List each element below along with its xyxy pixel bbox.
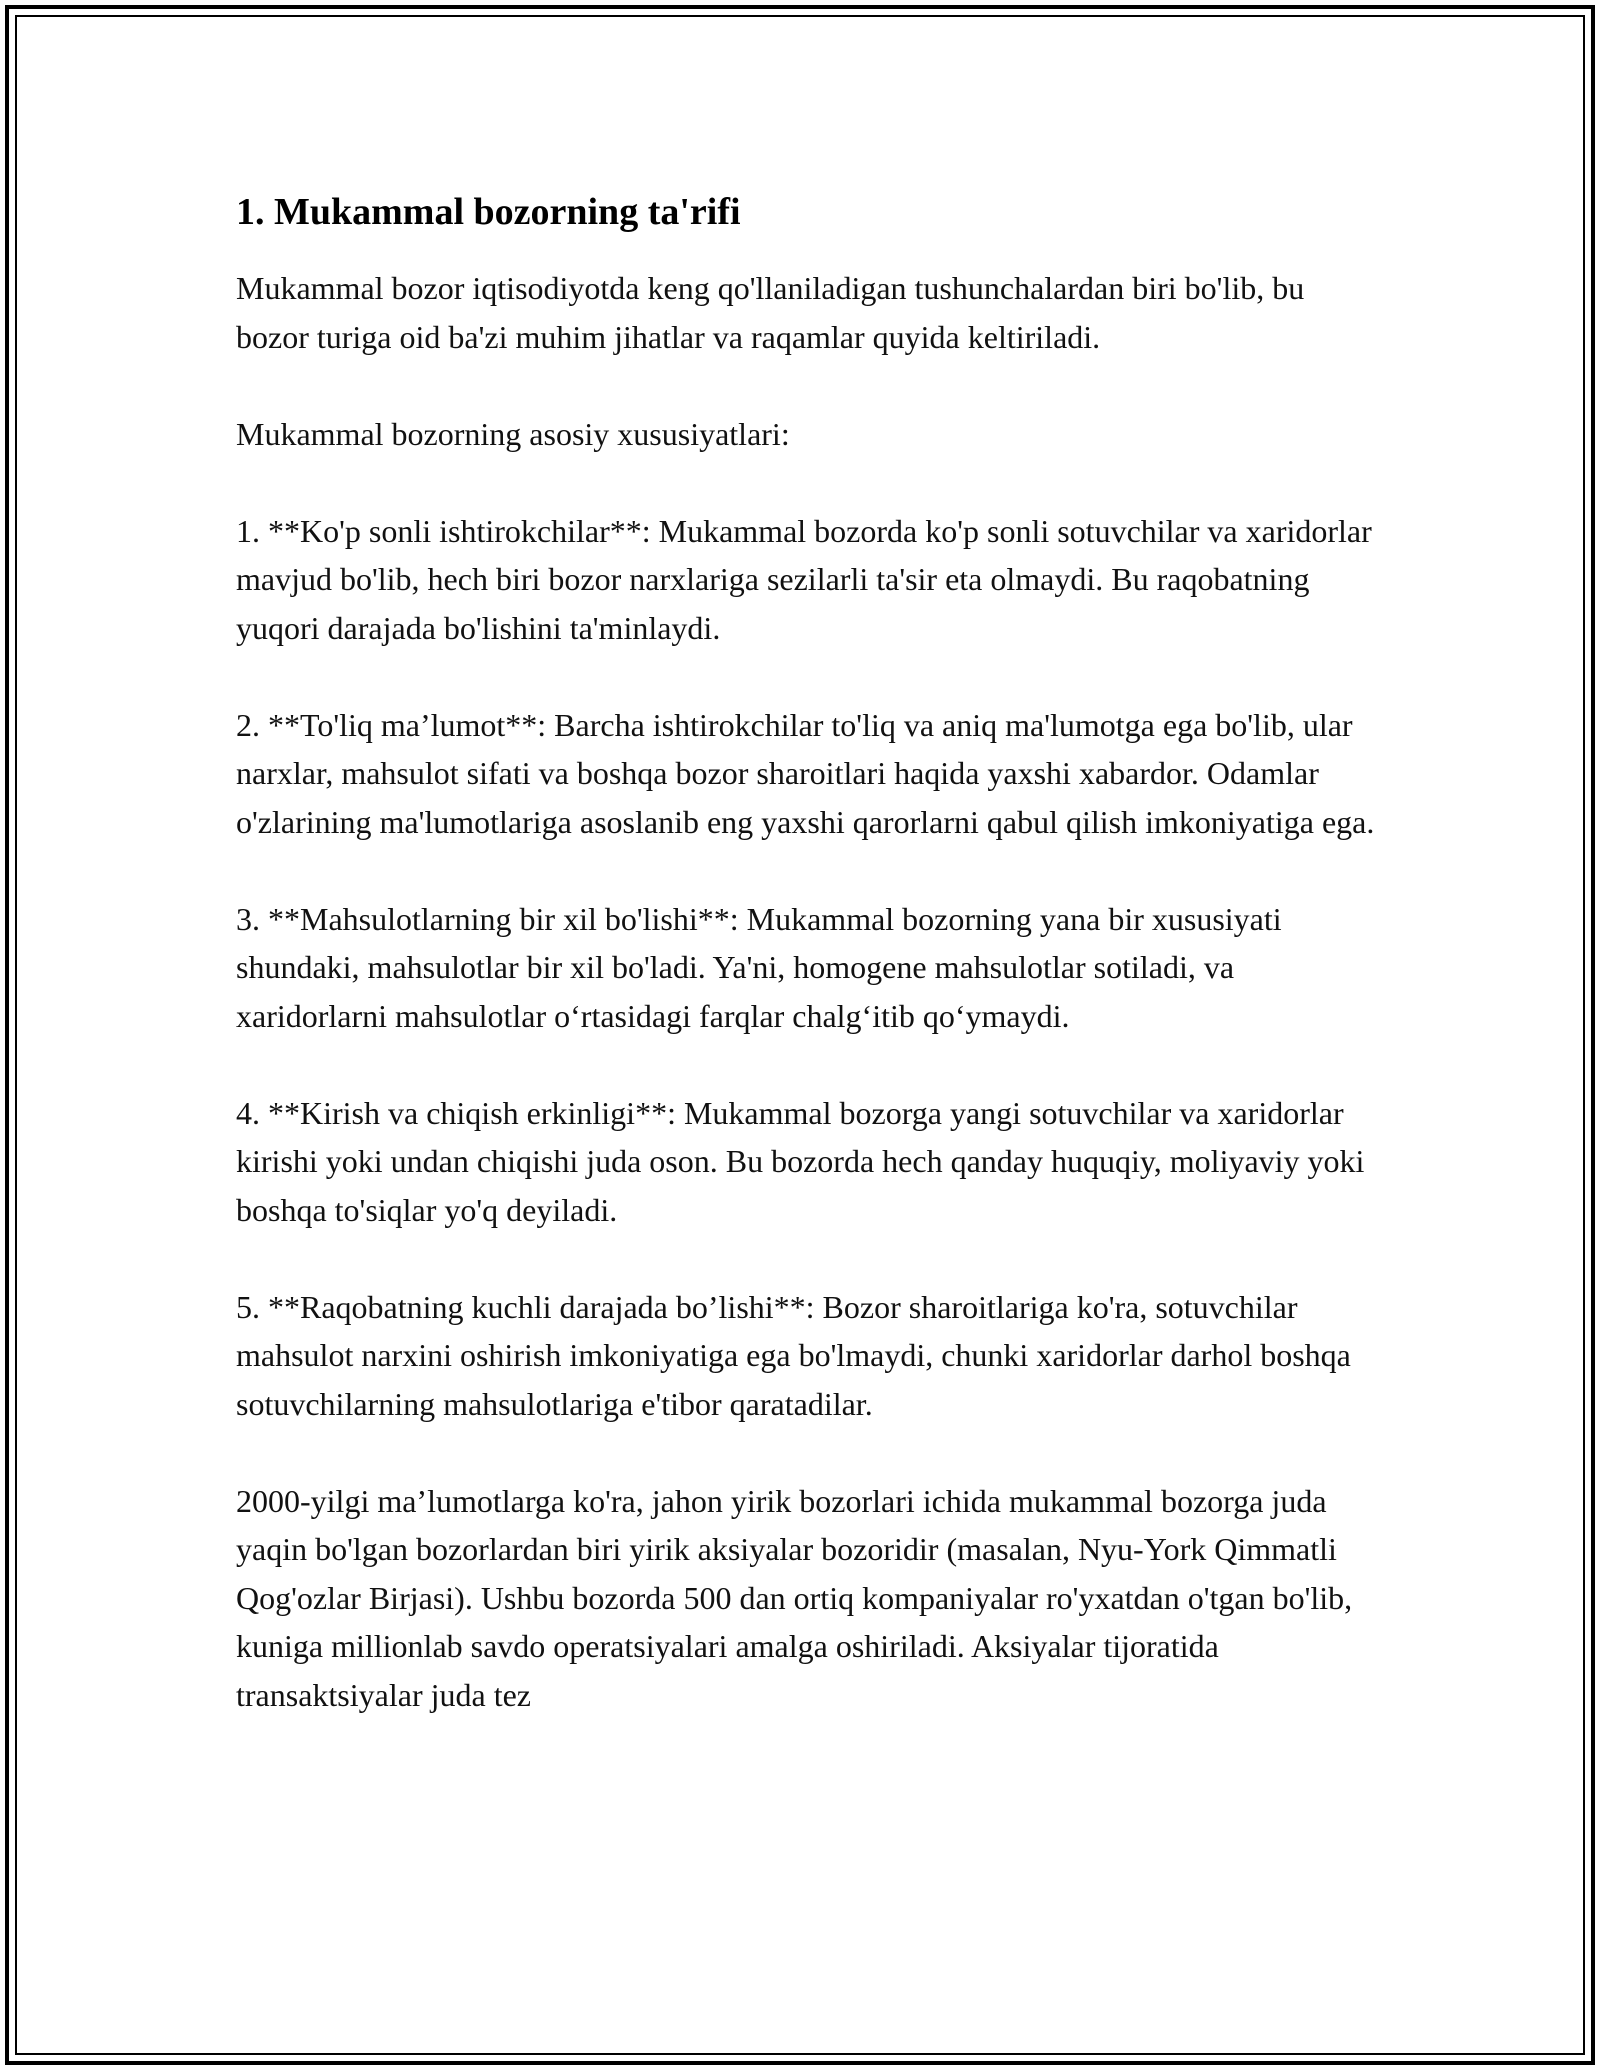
document-body xyxy=(236,186,1384,1719)
feature-item-5: 5. **Raqobatning kuchli darajada bo’lishi**: Bozor sharoitlariga ko'ra, sotuvchilar mahsulot narxini oshirish imkoniyatiga ega bo'lmaydi, chunki xaridorlar darhol boshqa sotuvchilarning mahsulotlariga e'tibor qaratadilar. xyxy=(236,1288,1351,1422)
feature-item-4: 4. **Kirish va chiqish erkinligi**: Mukammal bozorga yangi sotuvchilar va xaridorlar kirishi yoki undan chiqishi juda oson. Bu bozorda hech qanday huquqiy, moliyaviy yoki boshqa to'siqlar yo'q deyiladi. xyxy=(236,1094,1365,1228)
feature-item-2: 2. **To'liq ma’lumot**: Barcha ishtirokchilar to'liq va aniq ma'lumotga ega bo'lib, ular narxlar, mahsulot sifati va boshqa bozor sharoitlari haqida yaxshi xabardor. Odamlar o'zlarining ma'lumotlariga asoslanib eng yaxshi qarorlarni qabul qilish imkoniyatiga ega. xyxy=(236,706,1375,840)
feature-item-1: 1. **Ko'p sonli ishtirokchilar**: Mukammal bozorda ko'p sonli sotuvchilar va xaridorlar mavjud bo'lib, hech biri bozor narxlariga sezilarli ta'sir eta olmaydi. Bu raqobatning yuqori darajada bo'lishini ta'minlaydi. xyxy=(236,512,1372,646)
section-heading: 1. Mukammal bozorning ta'rifi xyxy=(236,191,741,233)
feature-item-3: 3. **Mahsulotlarning bir xil bo'lishi**: Mukammal bozorning yana bir xususiyati shundaki, mahsulotlar bir xil bo'ladi. Ya'ni, homogene mahsulotlar sotiladi, va xaridorlarni mahsulotlar o‘rtasidagi farqlar chalg‘itib qo‘ymaydi. xyxy=(236,900,1282,1034)
features-intro-paragraph: Mukammal bozorning asosiy xususiyatlari: xyxy=(236,415,790,452)
closing-paragraph: 2000-yilgi ma’lumotlarga ko'ra, jahon yirik bozorlari ichida mukammal bozorga juda yaqin bo'lgan bozorlardan biri yirik aksiyalar bozoridir (masalan, Nyu-York Qimmatli Qog'ozlar Birjasi). Ushbu bozorda 500 dan ortiq kompaniyalar ro'yxatdan o'tgan bo'lib, kuniga millionlab savdo operatsiyalari amalga oshiriladi. Aksiyalar tijoratida transaktsiyalar juda tez xyxy=(236,1482,1353,1713)
intro-paragraph: Mukammal bozor iqtisodiyotda keng qo'llaniladigan tushunchalardan biri bo'lib, bu bozor turiga oid ba'zi muhim jihatlar va raqamlar quyida keltiriladi. xyxy=(236,270,1305,355)
